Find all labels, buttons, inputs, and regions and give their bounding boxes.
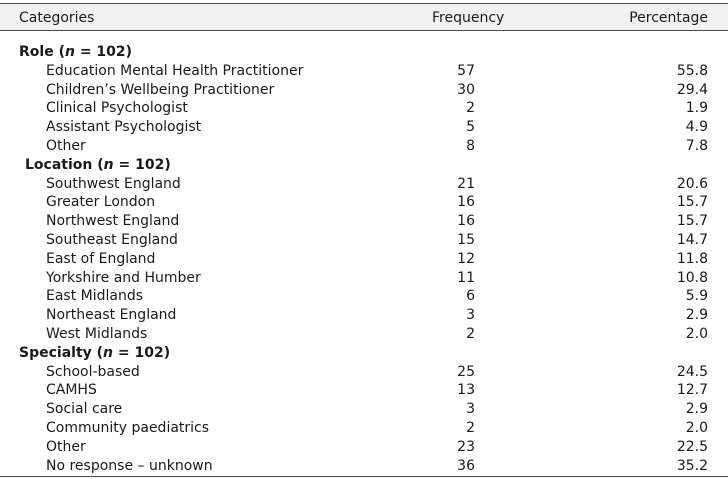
table-header <box>0 3 728 31</box>
percentage-cell: 55.8 <box>676 62 708 79</box>
sample-size-symbol: n <box>103 156 114 173</box>
percentage-cell: 11.8 <box>676 250 708 267</box>
header-categories: Categories <box>19 10 95 26</box>
percentage-cell: 15.7 <box>676 213 708 230</box>
frequency-cell: 57 <box>457 62 475 79</box>
category-cell: Other <box>46 137 86 154</box>
group-label-text: Location <box>25 156 93 173</box>
group-sample-size: (n = 102) <box>96 344 171 361</box>
category-cell: Yorkshire and Humber <box>46 269 201 286</box>
category-cell: Greater London <box>46 194 156 211</box>
frequency-cell: 23 <box>457 438 475 455</box>
frequency-cell: 5 <box>466 119 475 136</box>
percentage-cell: 2.0 <box>685 325 708 342</box>
table-row <box>0 269 728 288</box>
table-row <box>0 137 728 156</box>
category-cell: Education Mental Health Practitioner <box>46 62 304 79</box>
category-cell: Other <box>46 438 86 455</box>
percentage-cell: 29.4 <box>676 81 708 98</box>
category-cell: Children’s Wellbeing Practitioner <box>46 81 275 98</box>
group-label-text: Role <box>19 44 54 60</box>
frequency-cell: 16 <box>457 194 475 211</box>
percentage-cell: 2.0 <box>685 419 708 436</box>
percentage-cell: 24.5 <box>676 363 708 380</box>
frequency-cell: 2 <box>466 100 475 117</box>
frequency-cell: 2 <box>466 419 475 436</box>
frequency-cell: 25 <box>457 363 475 380</box>
group-header-specialty <box>0 344 728 363</box>
category-cell: Assistant Psychologist <box>46 119 202 136</box>
table-row <box>0 212 728 231</box>
table-row <box>0 306 728 325</box>
table-row <box>0 231 728 250</box>
group-label <box>19 43 132 62</box>
group-sample-size: (n = 102) <box>58 44 133 60</box>
sample-size-symbol: n <box>64 44 75 60</box>
frequency-cell: 21 <box>457 175 475 192</box>
percentage-cell: 35.2 <box>676 457 708 474</box>
percentage-cell: 15.7 <box>676 194 708 211</box>
group-header-location <box>0 156 728 175</box>
frequency-cell: 12 <box>457 250 475 267</box>
category-cell: West Midlands <box>46 325 148 342</box>
category-cell: Southwest England <box>46 175 181 192</box>
percentage-cell: 10.8 <box>676 269 708 286</box>
percentage-cell: 2.9 <box>685 307 708 324</box>
category-cell: Southeast England <box>46 231 178 248</box>
percentage-cell: 12.7 <box>676 382 708 399</box>
category-cell: Social care <box>46 401 123 418</box>
table-row <box>0 325 728 344</box>
table-row <box>0 193 728 212</box>
category-cell: East of England <box>46 250 156 267</box>
table-row <box>0 381 728 400</box>
frequency-cell: 11 <box>457 269 475 286</box>
frequency-cell: 2 <box>466 325 475 342</box>
frequency-cell: 3 <box>466 307 475 324</box>
group-sample-size: (n = 102) <box>97 156 171 173</box>
frequency-cell: 30 <box>457 81 475 98</box>
percentage-cell: 22.5 <box>676 438 708 455</box>
frequency-cell: 6 <box>466 288 475 305</box>
category-cell: Clinical Psychologist <box>46 100 188 117</box>
percentage-cell: 2.9 <box>685 401 708 418</box>
frequency-cell: 3 <box>466 401 475 418</box>
group-label <box>19 344 170 363</box>
table-row <box>0 250 728 269</box>
sample-size-symbol: n <box>103 344 114 361</box>
frequency-cell: 15 <box>457 231 475 248</box>
category-cell: Community paediatrics <box>46 419 210 436</box>
frequency-cell: 13 <box>457 382 475 399</box>
category-cell: East Midlands <box>46 288 144 305</box>
table-body <box>0 43 728 475</box>
percentage-cell: 5.9 <box>685 288 708 305</box>
group-label-text: Specialty <box>19 344 92 361</box>
group-header-role <box>0 43 728 62</box>
table-row <box>0 438 728 457</box>
header-percentage: Percentage <box>629 10 708 26</box>
category-cell: Northeast England <box>46 307 177 324</box>
table-row <box>0 457 728 476</box>
header-frequency: Frequency <box>432 10 505 26</box>
table-row <box>0 175 728 194</box>
table-row <box>0 419 728 438</box>
group-label <box>25 156 171 175</box>
percentage-cell: 1.9 <box>685 100 708 117</box>
percentage-cell: 20.6 <box>676 175 708 192</box>
category-cell: No response – unknown <box>46 457 213 474</box>
table-row <box>0 400 728 419</box>
table-row <box>0 81 728 100</box>
percentage-cell: 4.9 <box>685 119 708 136</box>
frequency-cell: 16 <box>457 213 475 230</box>
table-row <box>0 363 728 382</box>
bottom-rule <box>0 476 728 477</box>
frequency-cell: 36 <box>457 457 475 474</box>
table-row <box>0 287 728 306</box>
table-row <box>0 118 728 137</box>
category-cell: CAMHS <box>46 382 97 399</box>
category-cell: School-based <box>46 363 140 380</box>
table-row <box>0 99 728 118</box>
table-row <box>0 62 728 81</box>
frequency-cell: 8 <box>466 137 475 154</box>
percentage-cell: 7.8 <box>685 137 708 154</box>
category-cell: Northwest England <box>46 213 180 230</box>
percentage-cell: 14.7 <box>676 231 708 248</box>
